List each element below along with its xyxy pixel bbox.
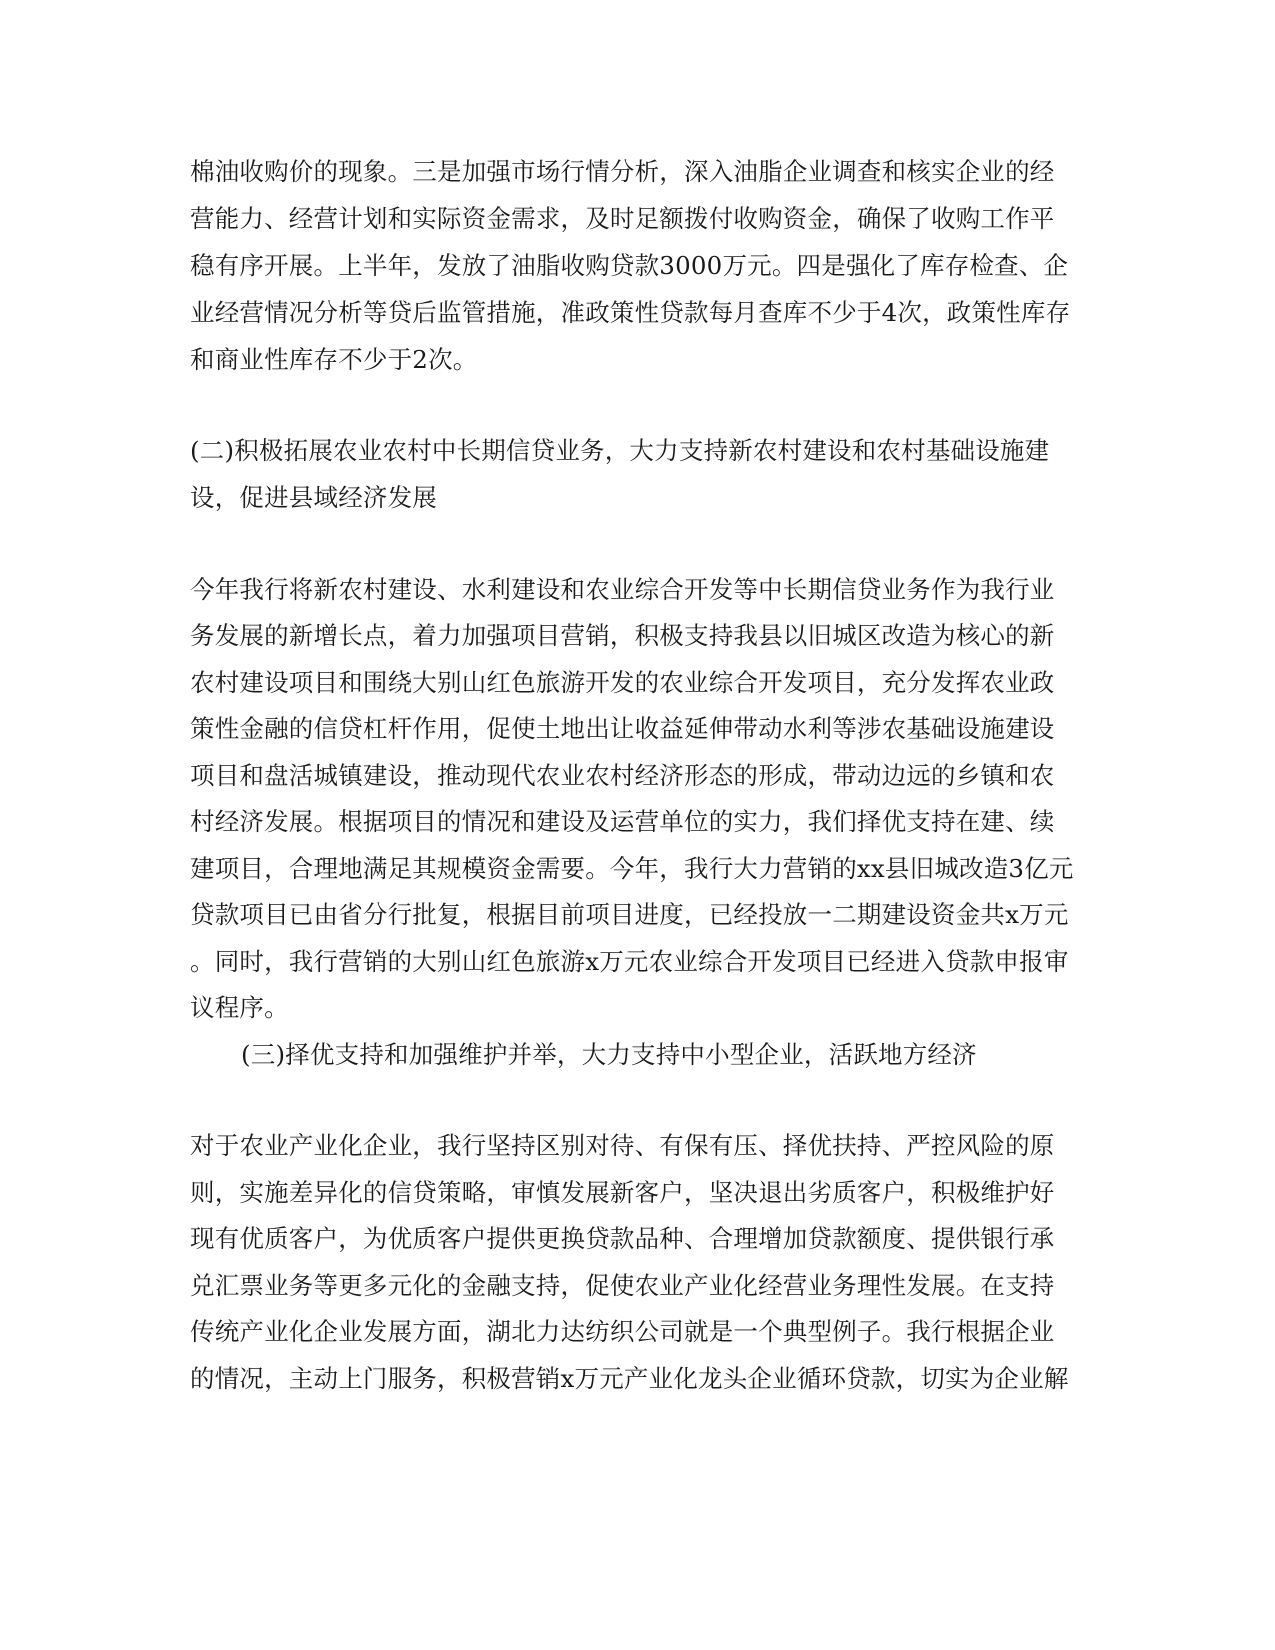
- section-heading-line: (二)积极拓展农业农村中长期信贷业务，大力支持新农村建设和农村基础设施建: [190, 436, 1050, 465]
- paragraph-line: 的情况，主动上门服务，积极营销x万元产业化龙头企业循环贷款，切实为企业解: [190, 1364, 1069, 1393]
- paragraph-line: 策性金融的信贷杠杆作用，促使土地出让收益延伸带动水利等涉农基础设施建设: [190, 714, 1055, 743]
- paragraph-line: 建项目，合理地满足其规模资金需要。今年，我行大力营销的xx县旧城改造3亿元: [190, 854, 1074, 883]
- section-heading-line: (三)择优支持和加强维护并举，大力支持中小型企业，活跃地方经济: [241, 1040, 977, 1069]
- paragraph-line: 。同时，我行营销的大别山红色旅游x万元农业综合开发项目已经进入贷款申报审: [190, 947, 1069, 976]
- paragraph-line: 现有优质客户，为优质客户提供更换贷款品种、合理增加贷款额度、提供银行承: [190, 1224, 1055, 1253]
- paragraph-line: 贷款项目已由省分行批复，根据目前项目进度，已经投放一二期建设资金共x万元: [190, 900, 1069, 929]
- paragraph-line: 村经济发展。根据项目的情况和建设及运营单位的实力，我们择优支持在建、续: [190, 807, 1055, 836]
- paragraph-line: 营能力、经营计划和实际资金需求，及时足额拨付收购资金，确保了收购工作平: [190, 204, 1055, 233]
- paragraph-line: 今年我行将新农村建设、水利建设和农业综合开发等中长期信贷业务作为我行业: [190, 575, 1055, 604]
- paragraph-line: 稳有序开展。上半年，发放了油脂收购贷款3000万元。四是强化了库存检查、企: [190, 251, 1069, 280]
- section-heading-line: 设，促进县域经济发展: [190, 483, 437, 512]
- paragraph-line: 则，实施差异化的信贷策略，审慎发展新客户，坚决退出劣质客户，积极维护好: [190, 1178, 1055, 1207]
- paragraph-line: 业经营情况分析等贷后监管措施，准政策性贷款每月查库不少于4次，政策性库存: [190, 298, 1071, 327]
- paragraph-line: 务发展的新增长点，着力加强项目营销，积极支持我县以旧城区改造为核心的新: [190, 621, 1055, 650]
- paragraph-line: 对于农业产业化企业，我行坚持区别对待、有保有压、择优扶持、严控风险的原: [190, 1131, 1055, 1160]
- paragraph-line: 兑汇票业务等更多元化的金融支持，促使农业产业化经营业务理性发展。在支持: [190, 1271, 1055, 1300]
- paragraph-line: 项目和盘活城镇建设，推动现代农业农村经济形态的形成，带动边远的乡镇和农: [190, 761, 1055, 790]
- paragraph-line: 农村建设项目和围绕大别山红色旅游开发的农业综合开发项目，充分发挥农业政: [190, 668, 1055, 697]
- paragraph-line: 和商业性库存不少于2次。: [190, 345, 478, 374]
- paragraph-line: 传统产业化企业发展方面，湖北力达纺织公司就是一个典型例子。我行根据企业: [190, 1317, 1055, 1346]
- paragraph-line: 棉油收购价的现象。三是加强市场行情分析，深入油脂企业调查和核实企业的经: [190, 157, 1055, 186]
- paragraph-line: 议程序。: [190, 993, 289, 1022]
